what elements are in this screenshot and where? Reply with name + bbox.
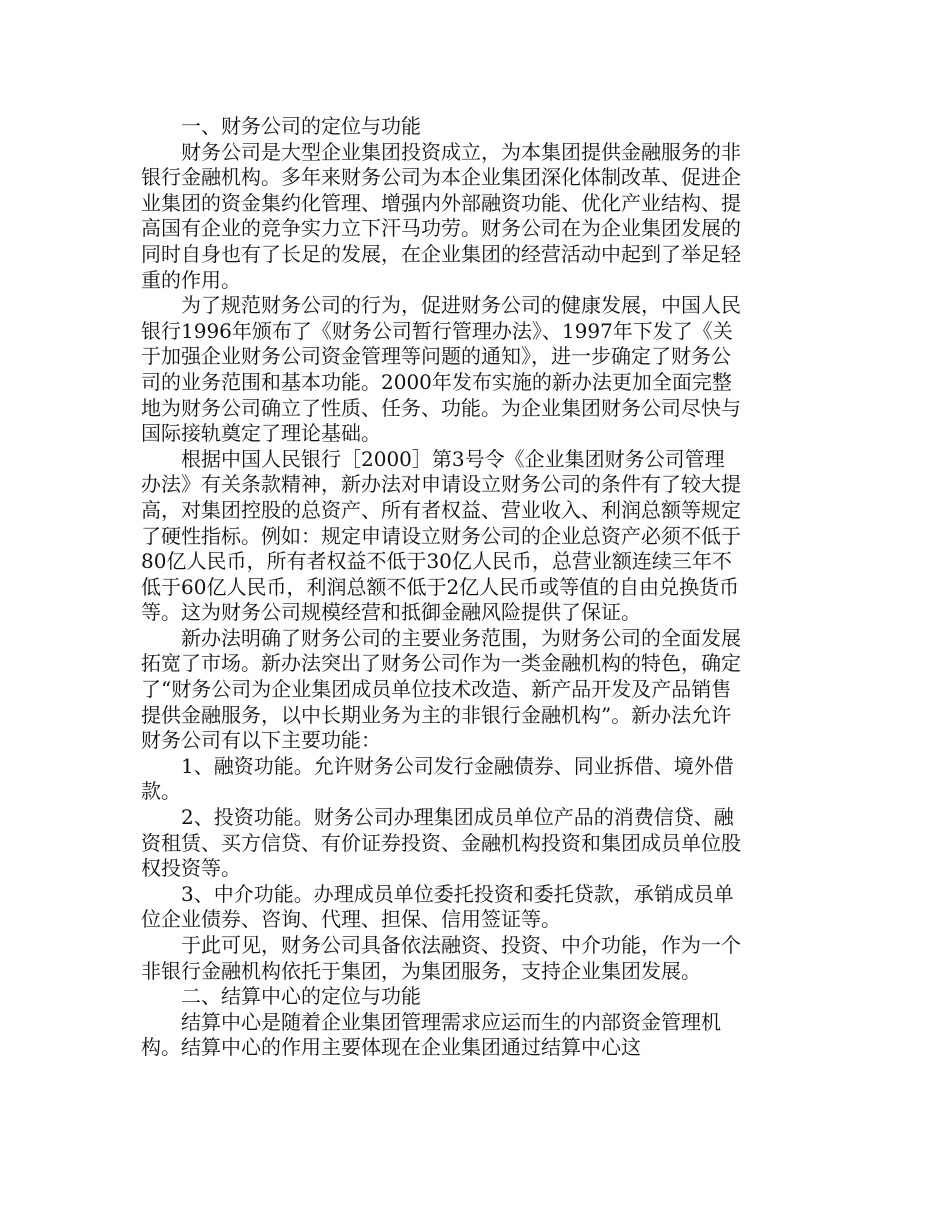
- list-item-intermediary-function: 3、中介功能。办理成员单位委托投资和委托贷款，承销成员单位企业债券、咨询、代理、担保、信用签证等。: [141, 881, 734, 932]
- paragraph-regulation-history: 为了规范财务公司的行为，促进财务公司的健康发展，中国人民银行1996年颁布了《财务公司暂行管理办法》、1997年下发了《关于加强企业财务公司资金管理等问题的通知》，进一步确定了财务公司的业务范围和基本功能。2000年发布实施的新办法更加全面完整地为财务公司确立了性质、任务、功能。为企业集团财务公司尽快与国际接轨奠定了理论基础。: [141, 293, 741, 446]
- list-item-investment-function: 2、投资功能。财务公司办理集团成员单位产品的消费信贷、融资租赁、买方信贷、有价证券投资、金融机构投资和集团成员单位股权投资等。: [141, 805, 741, 881]
- list-item-financing-function: 1、融资功能。允许财务公司发行金融债券、同业拆借、境外借款。: [141, 753, 734, 804]
- paragraph-summary: 于此可见，财务公司具备依法融资、投资、中介功能，作为一个非银行金融机构依托于集团，为集团服务，支持企业集团发展。: [141, 933, 741, 983]
- paragraph-settlement-center-intro: 结算中心是随着企业集团管理需求应运而生的内部资金管理机构。结算中心的作用主要体现在企业集团通过结算中心这: [141, 1009, 721, 1060]
- paragraph-establishment-conditions: 根据中国人民银行［2000］第3号令《企业集团财务公司管理办法》有关条款精神，新办法对申请设立财务公司的条件有了较大提高，对集团控股的总资产、所有者权益、营业收入、利润总额等规定了硬性指标。例如：规定申请设立财务公司的企业总资产必须不低于80亿人民币，所有者权益不低于30亿人民币，总营业额连续三年不低于60亿人民币，利润总额不低于2亿人民币或等值的自由兑换货币等。这为财务公司规模经营和抵御金融风险提供了保证。: [141, 446, 741, 625]
- document-body: [141, 114, 741, 1061]
- section-heading-settlement-center: 二、结算中心的定位与功能: [181, 984, 421, 1009]
- paragraph-business-scope: 新办法明确了财务公司的主要业务范围，为财务公司的全面发展拓宽了市场。新办法突出了财务公司作为一类金融机构的特色，确定了“财务公司为企业集团成员单位技术改造、新产品开发及产品销售提供金融服务，以中长期业务为主的非银行金融机构”。新办法允许财务公司有以下主要功能：: [141, 625, 741, 753]
- paragraph-finance-company-intro: 财务公司是大型企业集团投资成立，为本集团提供金融服务的非银行金融机构。多年来财务公司为本企业集团深化体制改革、促进企业集团的资金集约化管理、增强内外部融资功能、优化产业结构、提高国有企业的竞争实力立下汗马功劳。财务公司在为企业集团发展的同时自身也有了长足的发展，在企业集团的经营活动中起到了举足轻重的作用。: [141, 139, 741, 292]
- section-heading-finance-company: 一、财务公司的定位与功能: [181, 114, 421, 138]
